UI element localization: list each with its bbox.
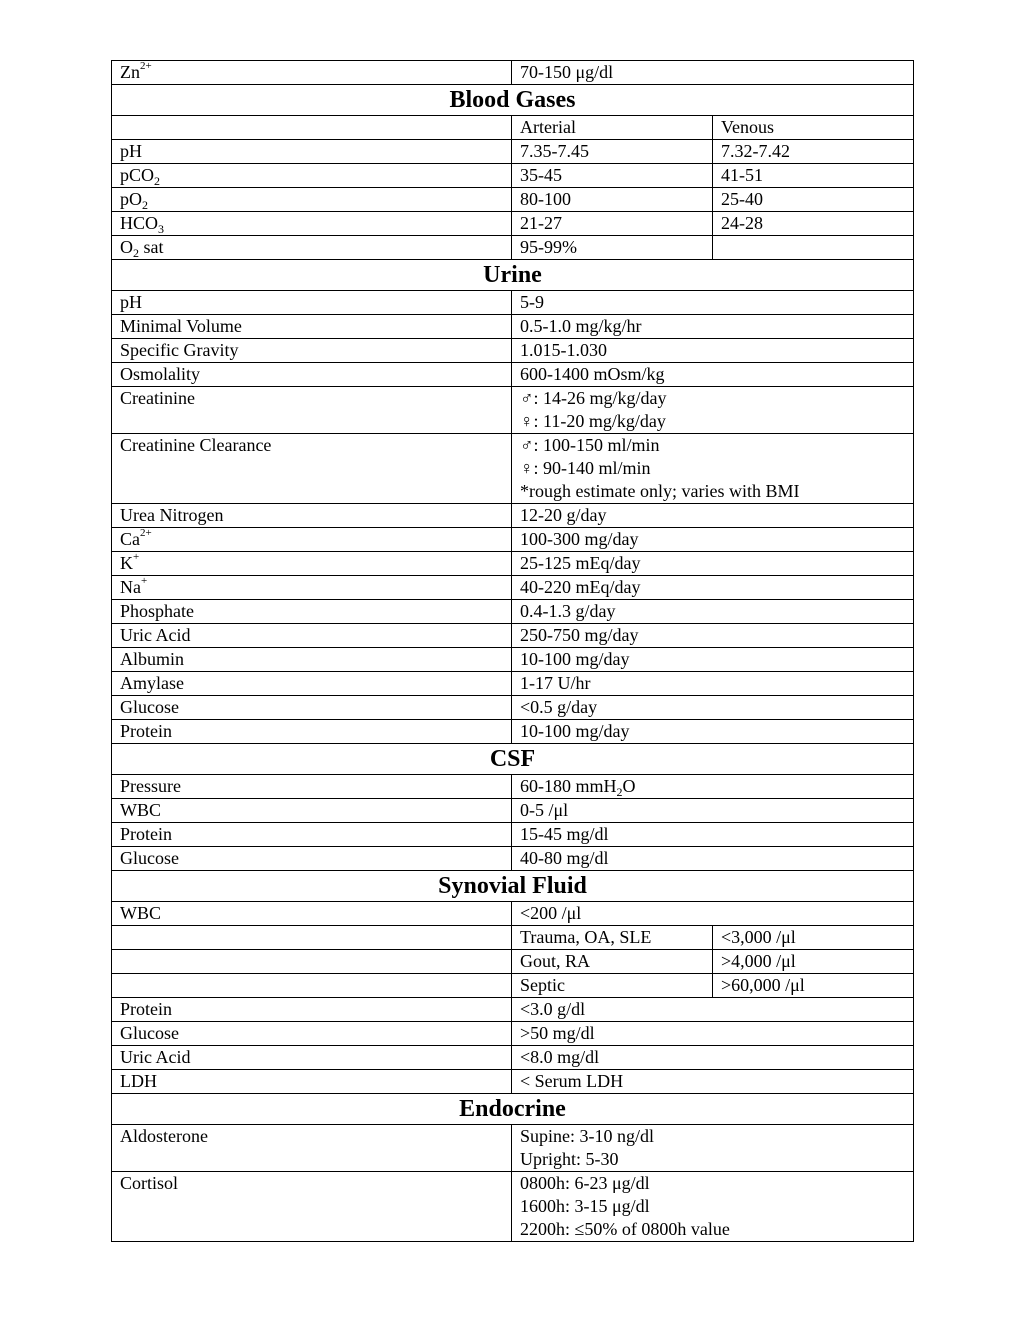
value-text: <8.0 mg/dl	[520, 1047, 600, 1067]
parameter-name-cell	[112, 799, 512, 823]
value-text: 1-17 U/hr	[520, 673, 591, 693]
value-line	[520, 847, 913, 870]
value-line	[520, 902, 913, 925]
parameter-name: pH	[120, 292, 142, 312]
parameter-name: Protein	[120, 721, 172, 741]
parameter-name-cell	[112, 902, 512, 926]
value-line	[520, 799, 913, 822]
parameter-name-cell	[112, 188, 512, 212]
value-text: Upright: 5-30	[520, 1149, 619, 1169]
value-line	[520, 775, 913, 798]
parameter-name-cell	[112, 1070, 512, 1094]
value-cell-right: 25-40	[713, 188, 914, 212]
value-cell-right: >4,000 /μl	[713, 950, 914, 974]
table-row	[112, 1125, 914, 1172]
section-title: Blood Gases	[112, 85, 914, 116]
value-cell	[512, 387, 914, 434]
value-cell	[512, 775, 914, 799]
value-line	[520, 576, 913, 599]
value-cell-left: Arterial	[512, 116, 713, 140]
parameter-name: Aldosterone	[120, 1126, 208, 1146]
parameter-name: Protein	[120, 999, 172, 1019]
parameter-name-suffix: sat	[139, 237, 164, 257]
parameter-name: Urea Nitrogen	[120, 505, 224, 525]
value-cell	[512, 61, 914, 85]
value-text: 600-1400 mOsm/kg	[520, 364, 665, 384]
parameter-name-cell	[112, 1022, 512, 1046]
parameter-name: Specific Gravity	[120, 340, 239, 360]
value-cell-left: 21-27	[512, 212, 713, 236]
parameter-name-cell	[112, 339, 512, 363]
ion-charge-superscript: +	[141, 575, 148, 587]
ion-charge-superscript: +	[133, 551, 140, 563]
table-row	[112, 998, 914, 1022]
parameter-name-cell	[112, 950, 512, 974]
ion-charge-superscript: 2+	[140, 527, 152, 539]
parameter-name: Uric Acid	[120, 625, 191, 645]
value-line	[520, 600, 913, 623]
parameter-name-cell	[112, 315, 512, 339]
parameter-name-cell	[112, 61, 512, 85]
parameter-name: Osmolality	[120, 364, 200, 384]
value-line	[520, 363, 913, 386]
parameter-name: Cortisol	[120, 1173, 179, 1193]
table-row	[112, 799, 914, 823]
lab-values-table	[111, 60, 914, 1242]
value-cell	[512, 624, 914, 648]
parameter-name-cell	[112, 648, 512, 672]
value-cell	[512, 672, 914, 696]
table-row	[112, 434, 914, 504]
value-text: 70-150 μg/dl	[520, 62, 614, 82]
value-cell-right: Venous	[713, 116, 914, 140]
table-row	[112, 291, 914, 315]
value-text: 5-9	[520, 292, 544, 312]
value-text: <200 /μl	[520, 903, 582, 923]
value-text: <3.0 g/dl	[520, 999, 586, 1019]
parameter-name: Zn	[120, 62, 140, 82]
value-text: 0-5 /μl	[520, 800, 569, 820]
table-row	[112, 1172, 914, 1242]
parameter-name: WBC	[120, 800, 162, 820]
value-text: ♀: 11-20 mg/kg/day	[520, 411, 666, 431]
table-row	[112, 1070, 914, 1094]
parameter-name: O	[120, 237, 133, 257]
value-text: ♂: 100-150 ml/min	[520, 435, 660, 455]
section-title: Urine	[112, 260, 914, 291]
value-cell-left: 35-45	[512, 164, 713, 188]
value-text: <0.5 g/day	[520, 697, 598, 717]
value-cell-left: 80-100	[512, 188, 713, 212]
parameter-name: HCO	[120, 213, 159, 233]
parameter-name: Creatinine Clearance	[120, 435, 272, 455]
value-text: 12-20 g/day	[520, 505, 607, 525]
value-line	[520, 1070, 913, 1093]
table-row	[112, 926, 914, 950]
value-cell	[512, 552, 914, 576]
value-cell-left: Trauma, OA, SLE	[512, 926, 713, 950]
parameter-name-cell	[112, 528, 512, 552]
value-line	[520, 434, 913, 457]
value-line	[520, 624, 913, 647]
value-cell	[512, 847, 914, 871]
value-cell	[512, 363, 914, 387]
parameter-name: Glucose	[120, 848, 179, 868]
value-cell	[512, 696, 914, 720]
value-line	[520, 1148, 913, 1171]
value-line	[520, 1022, 913, 1045]
value-text: 0800h: 6-23 μg/dl	[520, 1173, 650, 1193]
subscript: 3	[158, 222, 165, 236]
value-line	[520, 504, 913, 527]
section-title: Synovial Fluid	[112, 871, 914, 902]
table-row	[112, 576, 914, 600]
section-header-row	[112, 744, 914, 775]
parameter-name: LDH	[120, 1071, 157, 1091]
value-line	[520, 1218, 913, 1241]
parameter-name: Uric Acid	[120, 1047, 191, 1067]
value-cell	[512, 823, 914, 847]
parameter-name-cell	[112, 1125, 512, 1172]
table-row	[112, 387, 914, 434]
table-row	[112, 212, 914, 236]
parameter-name-cell	[112, 236, 512, 260]
value-cell-right: 41-51	[713, 164, 914, 188]
section-header-row	[112, 871, 914, 902]
value-cell-left: 95-99%	[512, 236, 713, 260]
value-text: 10-100 mg/day	[520, 649, 630, 669]
value-text: 250-750 mg/day	[520, 625, 639, 645]
value-cell	[512, 315, 914, 339]
parameter-name-cell	[112, 998, 512, 1022]
value-cell	[512, 998, 914, 1022]
table-row	[112, 61, 914, 85]
table-row	[112, 164, 914, 188]
parameter-name: pH	[120, 141, 142, 161]
value-cell	[512, 339, 914, 363]
parameter-name-cell	[112, 140, 512, 164]
value-text: 15-45 mg/dl	[520, 824, 609, 844]
value-line	[520, 291, 913, 314]
lab-values-body	[112, 61, 914, 1242]
table-row	[112, 236, 914, 260]
value-line	[520, 457, 913, 480]
value-text: 100-300 mg/day	[520, 529, 639, 549]
table-row	[112, 847, 914, 871]
value-line	[520, 1172, 913, 1195]
table-row	[112, 339, 914, 363]
value-line	[520, 61, 913, 84]
parameter-name-cell	[112, 926, 512, 950]
value-line	[520, 672, 913, 695]
value-text: 60-180 mmH	[520, 776, 617, 796]
value-cell	[512, 720, 914, 744]
parameter-name: Minimal Volume	[120, 316, 242, 336]
parameter-name-cell	[112, 212, 512, 236]
value-cell	[512, 291, 914, 315]
value-cell-right	[713, 236, 914, 260]
value-text: 40-80 mg/dl	[520, 848, 609, 868]
value-suffix: O	[622, 776, 636, 796]
value-text: ♀: 90-140 ml/min	[520, 458, 651, 478]
value-line	[520, 480, 913, 503]
section-header-row	[112, 260, 914, 291]
parameter-name-cell	[112, 291, 512, 315]
value-line	[520, 410, 913, 433]
table-row	[112, 775, 914, 799]
table-row	[112, 188, 914, 212]
parameter-name: pCO	[120, 165, 155, 185]
parameter-name: Ca	[120, 529, 140, 549]
table-row	[112, 504, 914, 528]
value-line	[520, 648, 913, 671]
parameter-name-cell	[112, 696, 512, 720]
table-row	[112, 672, 914, 696]
value-line	[520, 998, 913, 1021]
table-row	[112, 116, 914, 140]
value-cell	[512, 576, 914, 600]
value-text: 10-100 mg/day	[520, 721, 630, 741]
table-row	[112, 1022, 914, 1046]
value-cell	[512, 902, 914, 926]
value-cell	[512, 1125, 914, 1172]
value-line	[520, 696, 913, 719]
parameter-name-cell	[112, 552, 512, 576]
table-row	[112, 363, 914, 387]
table-row	[112, 600, 914, 624]
subscript: 2	[154, 174, 161, 188]
value-cell	[512, 434, 914, 504]
value-text: 0.5-1.0 mg/kg/hr	[520, 316, 642, 336]
section-header-row	[112, 85, 914, 116]
value-cell	[512, 648, 914, 672]
value-cell-right: <3,000 /μl	[713, 926, 914, 950]
value-cell-right: 24-28	[713, 212, 914, 236]
parameter-name: Pressure	[120, 776, 181, 796]
parameter-name-cell	[112, 600, 512, 624]
ion-charge-superscript: 2+	[140, 60, 152, 72]
value-line	[520, 1195, 913, 1218]
parameter-name-cell	[112, 847, 512, 871]
parameter-name-cell	[112, 116, 512, 140]
table-row	[112, 648, 914, 672]
table-row	[112, 552, 914, 576]
table-row	[112, 1046, 914, 1070]
subscript: 2	[142, 198, 148, 212]
table-row	[112, 528, 914, 552]
subscript: 2	[133, 246, 139, 260]
parameter-name: Creatinine	[120, 388, 195, 408]
section-title: CSF	[112, 744, 914, 775]
parameter-name: Phosphate	[120, 601, 194, 621]
value-cell	[512, 1022, 914, 1046]
value-text: Supine: 3-10 ng/dl	[520, 1126, 654, 1146]
parameter-name: WBC	[120, 903, 162, 923]
value-cell	[512, 600, 914, 624]
value-line	[520, 528, 913, 551]
section-header-row	[112, 1094, 914, 1125]
table-row	[112, 823, 914, 847]
value-line	[520, 552, 913, 575]
parameter-name-cell	[112, 387, 512, 434]
table-row	[112, 720, 914, 744]
table-row	[112, 950, 914, 974]
value-line	[520, 339, 913, 362]
value-cell	[512, 504, 914, 528]
table-row	[112, 140, 914, 164]
parameter-name-cell	[112, 576, 512, 600]
value-line	[520, 823, 913, 846]
value-cell	[512, 1172, 914, 1242]
parameter-name: Protein	[120, 824, 172, 844]
value-text: 0.4-1.3 g/day	[520, 601, 616, 621]
value-text: 2200h: ≤50% of 0800h value	[520, 1219, 730, 1239]
value-cell-left: 7.35-7.45	[512, 140, 713, 164]
value-text: ♂: 14-26 mg/kg/day	[520, 388, 667, 408]
parameter-name-cell	[112, 164, 512, 188]
value-text: 1600h: 3-15 μg/dl	[520, 1196, 650, 1216]
value-text: >50 mg/dl	[520, 1023, 595, 1043]
value-cell	[512, 1070, 914, 1094]
parameter-name: Na	[120, 577, 141, 597]
value-line	[520, 1046, 913, 1069]
value-line	[520, 387, 913, 410]
value-cell-left: Gout, RA	[512, 950, 713, 974]
value-text: 40-220 mEq/day	[520, 577, 641, 597]
value-cell	[512, 1046, 914, 1070]
parameter-name-cell	[112, 974, 512, 998]
parameter-name-cell	[112, 672, 512, 696]
subscript: 2	[616, 785, 623, 799]
value-text: 25-125 mEq/day	[520, 553, 641, 573]
value-text: 1.015-1.030	[520, 340, 607, 360]
section-title: Endocrine	[112, 1094, 914, 1125]
parameter-name-cell	[112, 1172, 512, 1242]
parameter-name: Glucose	[120, 1023, 179, 1043]
table-row	[112, 696, 914, 720]
value-line	[520, 720, 913, 743]
table-row	[112, 902, 914, 926]
table-row	[112, 624, 914, 648]
value-text: < Serum LDH	[520, 1071, 624, 1091]
parameter-name-cell	[112, 504, 512, 528]
parameter-name: Glucose	[120, 697, 179, 717]
parameter-name: K	[120, 553, 133, 573]
parameter-name-cell	[112, 720, 512, 744]
parameter-name: Albumin	[120, 649, 185, 669]
value-cell-right: >60,000 /μl	[713, 974, 914, 998]
value-cell	[512, 528, 914, 552]
parameter-name-cell	[112, 775, 512, 799]
table-row	[112, 974, 914, 998]
value-cell-left: Septic	[512, 974, 713, 998]
value-cell	[512, 799, 914, 823]
parameter-name-cell	[112, 434, 512, 504]
parameter-name-cell	[112, 363, 512, 387]
value-text: *rough estimate only; varies with BMI	[520, 481, 800, 501]
parameter-name-cell	[112, 624, 512, 648]
value-line	[520, 1125, 913, 1148]
value-cell-right: 7.32-7.42	[713, 140, 914, 164]
parameter-name-cell	[112, 1046, 512, 1070]
value-line	[520, 315, 913, 338]
parameter-name-cell	[112, 823, 512, 847]
table-row	[112, 315, 914, 339]
parameter-name: Amylase	[120, 673, 184, 693]
parameter-name: pO	[120, 189, 142, 209]
